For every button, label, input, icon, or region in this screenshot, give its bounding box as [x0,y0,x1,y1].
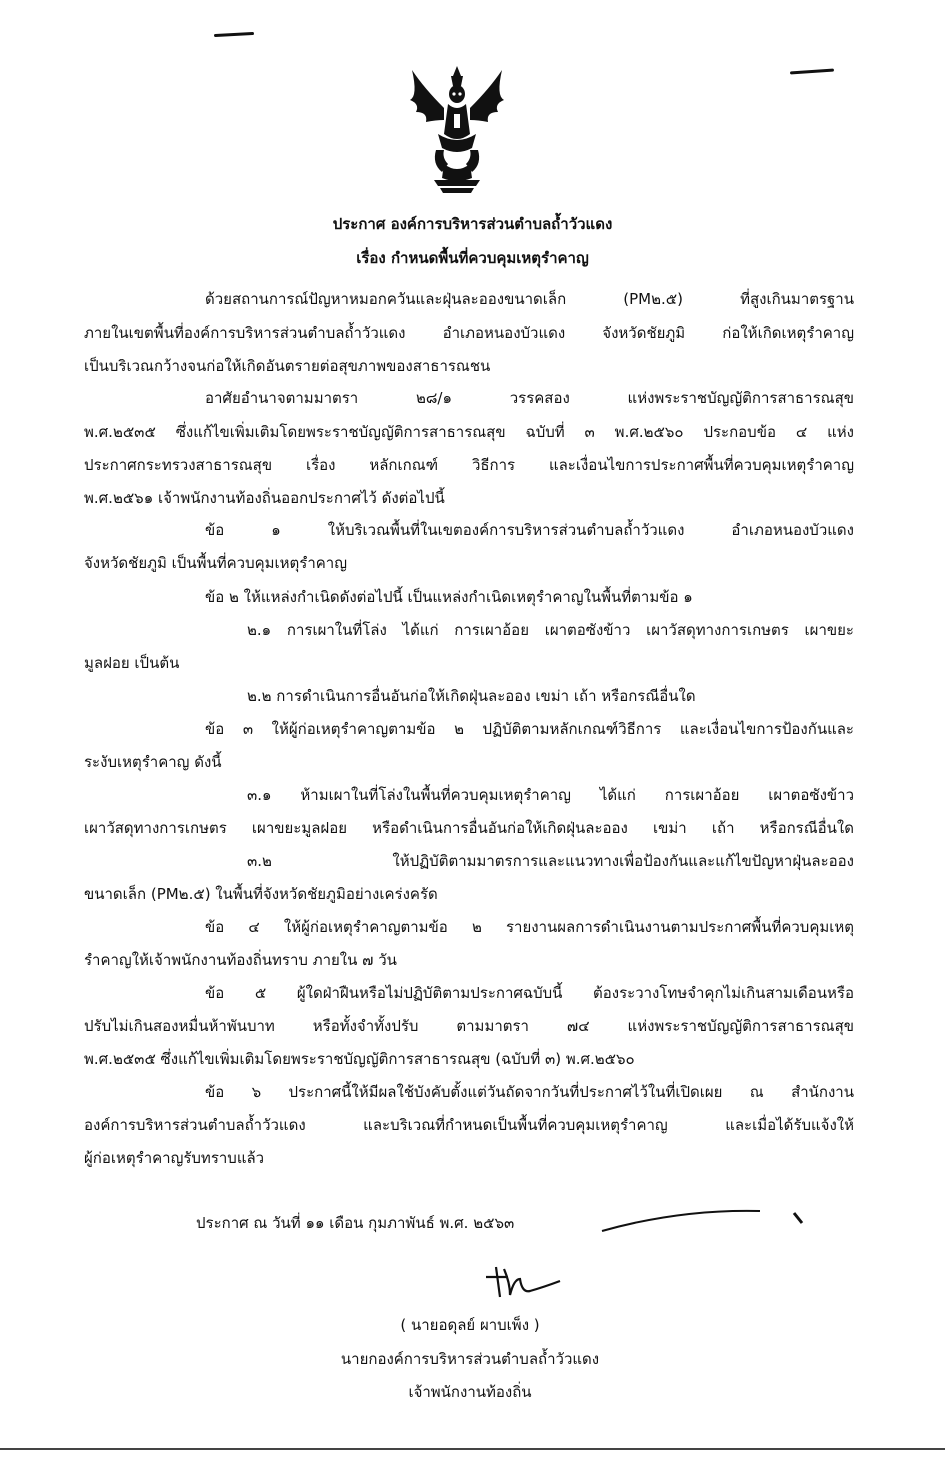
scan-mark-top-right [790,68,834,74]
clause-5: ข้อ ๕ ผู้ใดฝ่าฝืนหรือไม่ปฏิบัติตามประกาศฉบับนี้ ต้องระวางโทษจำคุกไม่เกินสามเดือนหรือ [205,984,854,1002]
clause-4: ข้อ ๔ ให้ผู้ก่อเหตุรำคาญตามข้อ ๒ รายงานผลการดำเนินงานตามประกาศพื้นที่ควบคุมเหตุ [205,918,854,936]
clause-2-1: ๒.๑ การเผาในที่โล่ง ได้แก่ การเผาอ้อย เผาตอซังข้าว เผาวัสดุทางการเกษตร เผาขยะ [247,621,854,639]
signature-stroke [600,1205,805,1235]
clause-6: องค์การบริหารส่วนตำบลถ้ำวัวแดง และบริเวณที่กำหนดเป็นพื้นที่ควบคุมเหตุรำคาญ และเมื่อได้รับแจ้งให้ [84,1116,854,1134]
body-line: อาศัยอำนาจตามมาตรา ๒๘/๑ วรรคสอง แห่งพระราชบัญญัติการสาธารณสุข [205,389,854,407]
garuda-emblem-icon [404,64,510,194]
scan-mark-top-left [214,32,254,37]
clause-4: รำคาญให้เจ้าพนักงานท้องถิ่นทราบ ภายใน ๗ วัน [84,951,397,969]
body-line: พ.ศ.๒๕๓๕ ซึ่งแก้ไขเพิ่มเติมโดยพระราชบัญญัติการสาธารณสุข ฉบับที่ ๓ พ.ศ.๒๕๖๐ ประกอบข้อ ๔ แห่ง [84,423,854,441]
clause-3-2: ๓.๒ ให้ปฏิบัติตามมาตรการและแนวทางเพื่อป้องกันและแก้ไขปัญหาฝุ่นละออง [247,852,854,870]
announcement-subject: เรื่อง กำหนดพื้นที่ควบคุมเหตุรำคาญ [356,249,589,267]
clause-5: ปรับไม่เกินสองหมื่นห้าพันบาท หรือทั้งจำทั้งปรับ ตามมาตรา ๗๔ แห่งพระราชบัญญัติการสาธารณสุข [84,1017,854,1035]
clause-5: พ.ศ.๒๕๓๕ ซึ่งแก้ไขเพิ่มเติมโดยพระราชบัญญัติการสาธารณสุข (ฉบับที่ ๓) พ.ศ.๒๕๖๐ [84,1050,635,1068]
clause-2-2: ๒.๒ การดำเนินการอื่นอันก่อให้เกิดฝุ่นละออง เขม่า เถ้า หรือกรณีอื่นใด [247,687,696,705]
body-line: ด้วยสถานการณ์ปัญหาหมอกควันและฝุ่นละอองขนาดเล็ก (PM๒.๕) ที่สูงเกินมาตรฐาน [205,290,854,308]
clause-2-1: มูลฝอย เป็นต้น [84,654,180,672]
clause-1: ข้อ ๑ ให้บริเวณพื้นที่ในเขตองค์การบริหารส่วนตำบลถ้ำวัวแดง อำเภอหนองบัวแดง [205,521,854,539]
clause-2: ข้อ ๒ ให้แหล่งกำเนิดดังต่อไปนี้ เป็นแหล่งกำเนิดเหตุรำคาญในพื้นที่ตามข้อ ๑ [205,588,693,606]
clause-6: ผู้ก่อเหตุรำคาญรับทราบแล้ว [84,1149,265,1167]
body-line: เป็นบริเวณกว้างจนก่อให้เกิดอันตรายต่อสุขภาพของสาธารณชน [84,357,491,375]
handwritten-signature [478,1255,568,1305]
page-edge-line [0,1448,945,1450]
signatory-role: เจ้าพนักงานท้องถิ่น [408,1383,532,1401]
clause-3-1: เผาวัสดุทางการเกษตร เผาขยะมูลฝอย หรือดำเนินการอื่นอันก่อให้เกิดฝุ่นละออง เขม่า เถ้า หรือกรณีอื่นใด [84,819,854,837]
clause-3: ระงับเหตุรำคาญ ดังนี้ [84,753,222,771]
clause-6: ข้อ ๖ ประกาศนี้ให้มีผลใช้บังคับตั้งแต่วันถัดจากวันที่ประกาศไว้ในที่เปิดเผย ณ สำนักงาน [205,1083,854,1101]
signatory-name: ( นายอดุลย์ ผาบเพ็ง ) [400,1316,540,1334]
announcement-title: ประกาศ องค์การบริหารส่วนตำบลถ้ำวัวแดง [332,215,613,233]
body-line: พ.ศ.๒๕๖๑ เจ้าพนักงานท้องถิ่นออกประกาศไว้ ดังต่อไปนี้ [84,489,445,507]
signatory-position: นายกองค์การบริหารส่วนตำบลถ้ำวัวแดง [340,1350,600,1368]
date-line: ประกาศ ณ วันที่ ๑๑ เดือน กุมภาพันธ์ พ.ศ. ๒๕๖๓ [196,1214,515,1232]
clause-3-2: ขนาดเล็ก (PM๒.๕) ในพื้นที่จังหวัดชัยภูมิอย่างเคร่งครัด [84,885,438,903]
clause-3: ข้อ ๓ ให้ผู้ก่อเหตุรำคาญตามข้อ ๒ ปฏิบัติตามหลักเกณฑ์วิธีการ และเงื่อนไขการป้องกันและ [205,720,854,738]
body-line: ภายในเขตพื้นที่องค์การบริหารส่วนตำบลถ้ำวัวแดง อำเภอหนองบัวแดง จังหวัดชัยภูมิ ก่อให้เกิดเหตุรำคาญ [84,324,854,342]
clause-1: จังหวัดชัยภูมิ เป็นพื้นที่ควบคุมเหตุรำคาญ [84,554,347,572]
clause-3-1: ๓.๑ ห้ามเผาในที่โล่งในพื้นที่ควบคุมเหตุรำคาญ ได้แก่ การเผาอ้อย เผาตอซังข้าว [247,786,854,804]
body-line: ประกาศกระทรวงสาธารณสุข เรื่อง หลักเกณฑ์ วิธีการ และเงื่อนไขการประกาศพื้นที่ควบคุมเหตุรำคาญ [84,456,854,474]
